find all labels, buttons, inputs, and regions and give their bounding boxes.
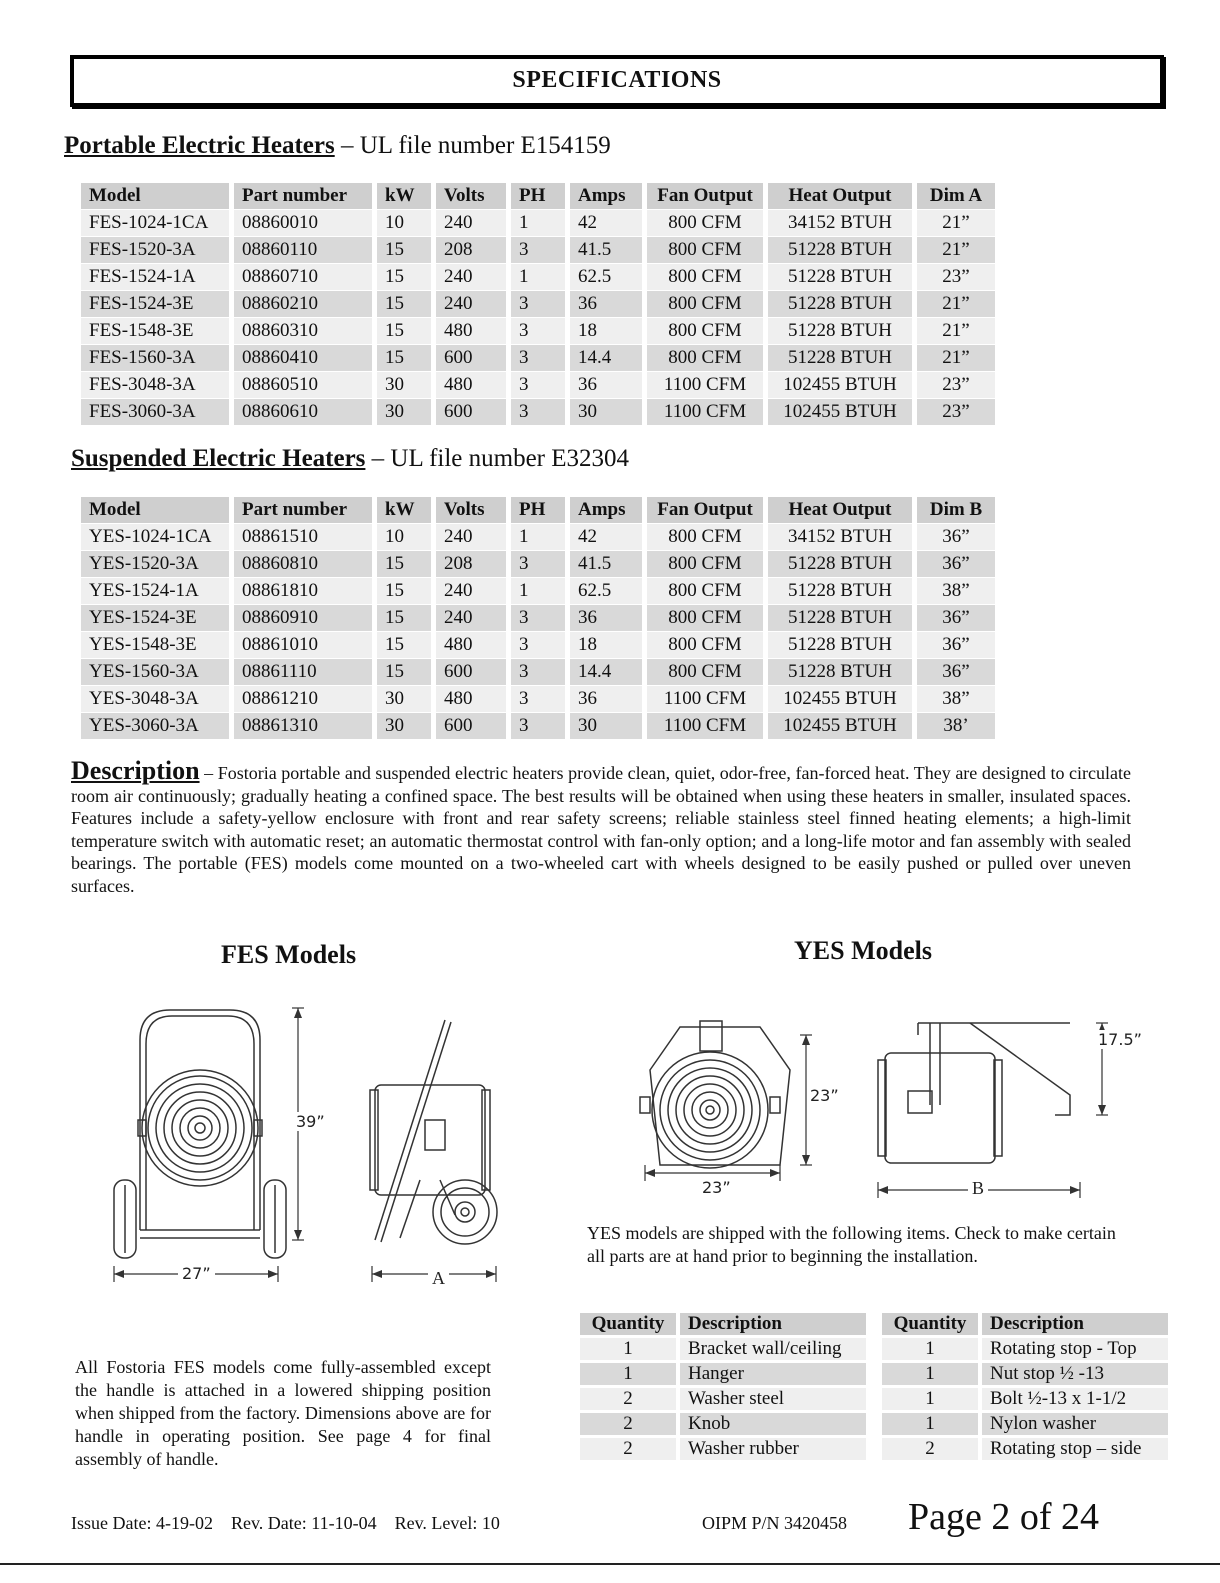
fes-note: All Fostoria FES models come fully-assembled except the handle is attached in a lowered shipping position when shipped from the factory. Dimensions above are for handle in operating position. See page 4 for final assembly of handle. (75, 1357, 491, 1469)
table-cell: 36 (570, 372, 642, 398)
table-cell: 3 (511, 372, 565, 398)
yes-note: YES models are shipped with the following items. Check to make certain all parts are at hand prior to beginning the installation. (587, 1223, 1116, 1266)
table-cell: 21” (917, 291, 995, 317)
parts-header-row (580, 1313, 866, 1335)
parts-row (580, 1388, 866, 1410)
table-cell: FES-1524-3E (81, 291, 229, 317)
table-cell: 08860710 (234, 264, 372, 290)
table-cell: 62.5 (570, 578, 642, 604)
table-cell: 800 CFM (647, 237, 763, 263)
table-row (81, 399, 995, 425)
table-cell: 102455 BTUH (768, 372, 912, 398)
table-row (81, 345, 995, 371)
table-cell: 102455 BTUH (768, 713, 912, 739)
suspended-subtitle: – UL file number E32304 (365, 445, 630, 472)
table-cell: 15 (377, 264, 431, 290)
table-cell: 36” (917, 524, 995, 550)
table-cell: 18 (570, 632, 642, 658)
table-cell: 36” (917, 632, 995, 658)
fes-diagram (100, 1000, 510, 1290)
parts-description: Rotating stop - Top (982, 1338, 1168, 1360)
table-cell: 208 (436, 237, 506, 263)
table-cell: 800 CFM (647, 345, 763, 371)
table-row (81, 551, 995, 577)
table-cell: 08861310 (234, 713, 372, 739)
yes-dim-b-label: B (968, 1178, 988, 1199)
parts-row (882, 1363, 1168, 1385)
parts-description: Nut stop ½ -13 (982, 1363, 1168, 1385)
table-cell: 3 (511, 345, 565, 371)
table-cell: 08860510 (234, 372, 372, 398)
table-cell: 208 (436, 551, 506, 577)
table-cell: 15 (377, 605, 431, 631)
parts-row (882, 1338, 1168, 1360)
table-cell: 240 (436, 210, 506, 236)
table-row (81, 291, 995, 317)
table-cell: 08861510 (234, 524, 372, 550)
parts-quantity: 1 (882, 1388, 978, 1410)
table-cell: 08860210 (234, 291, 372, 317)
table-cell: YES-1524-1A (81, 578, 229, 604)
table-cell: 30 (377, 686, 431, 712)
portable-column-header: Volts (436, 183, 506, 209)
table-row (81, 713, 995, 739)
table-cell: 800 CFM (647, 291, 763, 317)
description-label: Description (71, 756, 200, 785)
parts-row (882, 1388, 1168, 1410)
table-cell: 1 (511, 524, 565, 550)
table-cell: 51228 BTUH (768, 659, 912, 685)
table-cell: 36 (570, 686, 642, 712)
suspended-column-header: Fan Output (647, 497, 763, 523)
yes-width-dimension: 23” (698, 1178, 735, 1197)
table-cell: 3 (511, 237, 565, 263)
table-cell: 240 (436, 578, 506, 604)
table-cell: 08860910 (234, 605, 372, 631)
table-cell: 30 (570, 713, 642, 739)
suspended-header-row (81, 497, 995, 523)
parts-description: Nylon washer (982, 1413, 1168, 1435)
suspended-column-header: PH (511, 497, 565, 523)
table-cell: FES-3048-3A (81, 372, 229, 398)
table-cell: 10 (377, 524, 431, 550)
table-cell: 15 (377, 291, 431, 317)
suspended-column-header: Model (81, 497, 229, 523)
table-cell: 51228 BTUH (768, 605, 912, 631)
parts-quantity: 1 (882, 1413, 978, 1435)
suspended-column-header: Volts (436, 497, 506, 523)
parts-description: Knob (680, 1413, 866, 1435)
table-cell: 240 (436, 524, 506, 550)
table-cell: 600 (436, 399, 506, 425)
table-cell: 1 (511, 264, 565, 290)
parts-column-header: Quantity (580, 1313, 676, 1335)
footer-rule (0, 1563, 1220, 1565)
table-cell: 34152 BTUH (768, 210, 912, 236)
table-cell: 18 (570, 318, 642, 344)
yes-diagram (630, 1015, 1130, 1205)
table-cell: YES-1520-3A (81, 551, 229, 577)
table-cell: 480 (436, 372, 506, 398)
table-cell: 51228 BTUH (768, 237, 912, 263)
portable-spec-table (76, 182, 1000, 426)
table-cell: 41.5 (570, 237, 642, 263)
table-cell: 3 (511, 399, 565, 425)
portable-column-header: Model (81, 183, 229, 209)
portable-column-header: Dim A (917, 183, 995, 209)
suspended-column-header: Heat Output (768, 497, 912, 523)
fes-dim-a-label: A (428, 1268, 449, 1289)
table-cell: YES-1024-1CA (81, 524, 229, 550)
parts-quantity: 2 (580, 1413, 676, 1435)
fes-models-title: FES Models (221, 940, 357, 969)
parts-header-row (882, 1313, 1168, 1335)
table-cell: 08860110 (234, 237, 372, 263)
table-cell: 240 (436, 264, 506, 290)
table-cell: 51228 BTUH (768, 318, 912, 344)
table-cell: 38” (917, 686, 995, 712)
table-cell: 21” (917, 345, 995, 371)
parts-column-header: Description (680, 1313, 866, 1335)
table-cell: 15 (377, 578, 431, 604)
table-cell: 36” (917, 659, 995, 685)
portable-column-header: kW (377, 183, 431, 209)
table-row (81, 632, 995, 658)
table-cell: FES-1520-3A (81, 237, 229, 263)
table-cell: 51228 BTUH (768, 578, 912, 604)
table-cell: 08860410 (234, 345, 372, 371)
table-cell: FES-3060-3A (81, 399, 229, 425)
description-paragraph (71, 756, 1131, 897)
table-cell: 30 (377, 713, 431, 739)
table-cell: 51228 BTUH (768, 345, 912, 371)
suspended-column-header: kW (377, 497, 431, 523)
table-cell: 38’ (917, 713, 995, 739)
yes-parts-table-right (878, 1310, 1172, 1463)
yes-models-title: YES Models (794, 936, 932, 965)
table-cell: 51228 BTUH (768, 632, 912, 658)
table-cell: 3 (511, 291, 565, 317)
table-cell: 800 CFM (647, 659, 763, 685)
parts-quantity: 2 (580, 1388, 676, 1410)
parts-quantity: 1 (580, 1363, 676, 1385)
table-row (81, 372, 995, 398)
table-cell: 1100 CFM (647, 399, 763, 425)
portable-column-header: Fan Output (647, 183, 763, 209)
table-cell: 23” (917, 372, 995, 398)
table-cell: 30 (377, 372, 431, 398)
table-cell: 3 (511, 551, 565, 577)
table-cell: 800 CFM (647, 551, 763, 577)
table-row (81, 264, 995, 290)
table-cell: 08861810 (234, 578, 372, 604)
table-cell: FES-1524-1A (81, 264, 229, 290)
table-cell: 480 (436, 686, 506, 712)
table-cell: 15 (377, 237, 431, 263)
table-cell: 51228 BTUH (768, 264, 912, 290)
table-cell: 51228 BTUH (768, 551, 912, 577)
table-cell: 3 (511, 713, 565, 739)
table-cell: 62.5 (570, 264, 642, 290)
parts-description: Hanger (680, 1363, 866, 1385)
table-cell: 15 (377, 318, 431, 344)
table-cell: 800 CFM (647, 524, 763, 550)
portable-column-header: PH (511, 183, 565, 209)
suspended-column-header: Dim B (917, 497, 995, 523)
parts-description: Rotating stop – side (982, 1438, 1168, 1460)
table-cell: 08861010 (234, 632, 372, 658)
parts-column-header: Quantity (882, 1313, 978, 1335)
parts-description: Bracket wall/ceiling (680, 1338, 866, 1360)
table-cell: 15 (377, 659, 431, 685)
table-cell: FES-1560-3A (81, 345, 229, 371)
yes-parts-table-left (576, 1310, 870, 1463)
table-cell: 34152 BTUH (768, 524, 912, 550)
page-title: SPECIFICATIONS (512, 67, 722, 93)
table-row (81, 237, 995, 263)
table-cell: 21” (917, 237, 995, 263)
table-row (81, 524, 995, 550)
yes-height-dimension: 23” (810, 1086, 839, 1105)
table-cell: 1 (511, 210, 565, 236)
table-cell: 42 (570, 210, 642, 236)
table-cell: 36 (570, 291, 642, 317)
suspended-section-title (71, 445, 629, 473)
table-cell: 600 (436, 713, 506, 739)
table-cell: 15 (377, 632, 431, 658)
footer-part-number: OIPM P/N 3420458 (702, 1513, 848, 1533)
table-cell: 14.4 (570, 345, 642, 371)
table-cell: YES-1560-3A (81, 659, 229, 685)
table-cell: 1100 CFM (647, 713, 763, 739)
table-cell: 08861110 (234, 659, 372, 685)
table-cell: 08860310 (234, 318, 372, 344)
table-row (81, 318, 995, 344)
suspended-spec-table (76, 496, 1000, 740)
table-cell: 23” (917, 264, 995, 290)
suspended-title: Suspended Electric Heaters (71, 445, 366, 472)
table-cell: 38” (917, 578, 995, 604)
yes-top-dimension: 17.5” (1098, 1030, 1142, 1049)
footer-issue-info: Issue Date: 4-19-02 Rev. Date: 11-10-04 Rev. Level: 10 (71, 1513, 500, 1533)
parts-quantity: 1 (882, 1338, 978, 1360)
table-cell: 08860610 (234, 399, 372, 425)
parts-row (580, 1413, 866, 1435)
table-cell: 21” (917, 210, 995, 236)
table-cell: YES-3060-3A (81, 713, 229, 739)
parts-quantity: 1 (882, 1363, 978, 1385)
table-cell: 15 (377, 345, 431, 371)
table-cell: 30 (570, 399, 642, 425)
table-cell: 1100 CFM (647, 686, 763, 712)
table-cell: 08860810 (234, 551, 372, 577)
table-cell: 42 (570, 524, 642, 550)
table-cell: 3 (511, 659, 565, 685)
parts-row (580, 1338, 866, 1360)
table-cell: 3 (511, 686, 565, 712)
table-cell: 36” (917, 551, 995, 577)
parts-row (882, 1438, 1168, 1460)
portable-column-header: Heat Output (768, 183, 912, 209)
page-number: Page 2 of 24 (908, 1496, 1100, 1538)
table-cell: FES-1548-3E (81, 318, 229, 344)
table-cell: 240 (436, 291, 506, 317)
table-row (81, 659, 995, 685)
table-cell: 600 (436, 659, 506, 685)
table-cell: 480 (436, 632, 506, 658)
table-cell: 102455 BTUH (768, 399, 912, 425)
parts-description: Washer steel (680, 1388, 866, 1410)
portable-header-row (81, 183, 995, 209)
table-cell: 800 CFM (647, 632, 763, 658)
table-cell: YES-3048-3A (81, 686, 229, 712)
table-cell: 102455 BTUH (768, 686, 912, 712)
parts-quantity: 2 (882, 1438, 978, 1460)
table-cell: 51228 BTUH (768, 291, 912, 317)
table-cell: 3 (511, 632, 565, 658)
parts-quantity: 2 (580, 1438, 676, 1460)
table-row (81, 686, 995, 712)
table-cell: 240 (436, 605, 506, 631)
parts-description: Bolt ½-13 x 1-1/2 (982, 1388, 1168, 1410)
table-cell: 41.5 (570, 551, 642, 577)
parts-description: Washer rubber (680, 1438, 866, 1460)
fes-height-dimension: 39” (296, 1112, 325, 1131)
specifications-header (70, 55, 1164, 107)
table-cell: 36 (570, 605, 642, 631)
table-cell: 23” (917, 399, 995, 425)
table-cell: 800 CFM (647, 264, 763, 290)
table-cell: 1100 CFM (647, 372, 763, 398)
table-cell: 3 (511, 318, 565, 344)
parts-column-header: Description (982, 1313, 1168, 1335)
table-row (81, 605, 995, 631)
table-row (81, 578, 995, 604)
table-cell: YES-1548-3E (81, 632, 229, 658)
table-cell: 800 CFM (647, 210, 763, 236)
fes-width-dimension: 27” (178, 1264, 215, 1283)
table-cell: 15 (377, 551, 431, 577)
table-row (81, 210, 995, 236)
parts-row (580, 1363, 866, 1385)
table-cell: 800 CFM (647, 578, 763, 604)
portable-column-header: Part number (234, 183, 372, 209)
table-cell: 800 CFM (647, 318, 763, 344)
table-cell: 1 (511, 578, 565, 604)
table-cell: YES-1524-3E (81, 605, 229, 631)
table-cell: 600 (436, 345, 506, 371)
table-cell: 10 (377, 210, 431, 236)
suspended-column-header: Amps (570, 497, 642, 523)
table-cell: 800 CFM (647, 605, 763, 631)
parts-row (580, 1438, 866, 1460)
portable-title: Portable Electric Heaters (64, 132, 335, 159)
portable-column-header: Amps (570, 183, 642, 209)
parts-quantity: 1 (580, 1338, 676, 1360)
table-cell: 3 (511, 605, 565, 631)
description-text: – Fostoria portable and suspended electric heaters provide clean, quiet, odor-free, fan-forced heat. They are designed to circulate room air continuously; gradually heating a confined space. The best results will be obtained when using these heaters in smaller, insulated spaces. Features include a safety-yellow enclosure with front and rear safety screens; reliable stainless steel finned heating elements; a high-limit temperature switch with automatic reset; an automatic thermostat control with fan-only option; and a long-life motor and fan assembly with sealed bearings. The portable (FES) models come mounted on a two-wheeled cart with wheels designed to be easily pushed or pulled over uneven surfaces. (71, 763, 1131, 896)
table-cell: 08860010 (234, 210, 372, 236)
table-cell: FES-1024-1CA (81, 210, 229, 236)
portable-section-title (64, 132, 611, 160)
table-cell: 480 (436, 318, 506, 344)
table-cell: 08861210 (234, 686, 372, 712)
table-cell: 30 (377, 399, 431, 425)
table-cell: 14.4 (570, 659, 642, 685)
table-cell: 36” (917, 605, 995, 631)
suspended-column-header: Part number (234, 497, 372, 523)
table-cell: 21” (917, 318, 995, 344)
parts-row (882, 1413, 1168, 1435)
portable-subtitle: – UL file number E154159 (334, 132, 611, 159)
